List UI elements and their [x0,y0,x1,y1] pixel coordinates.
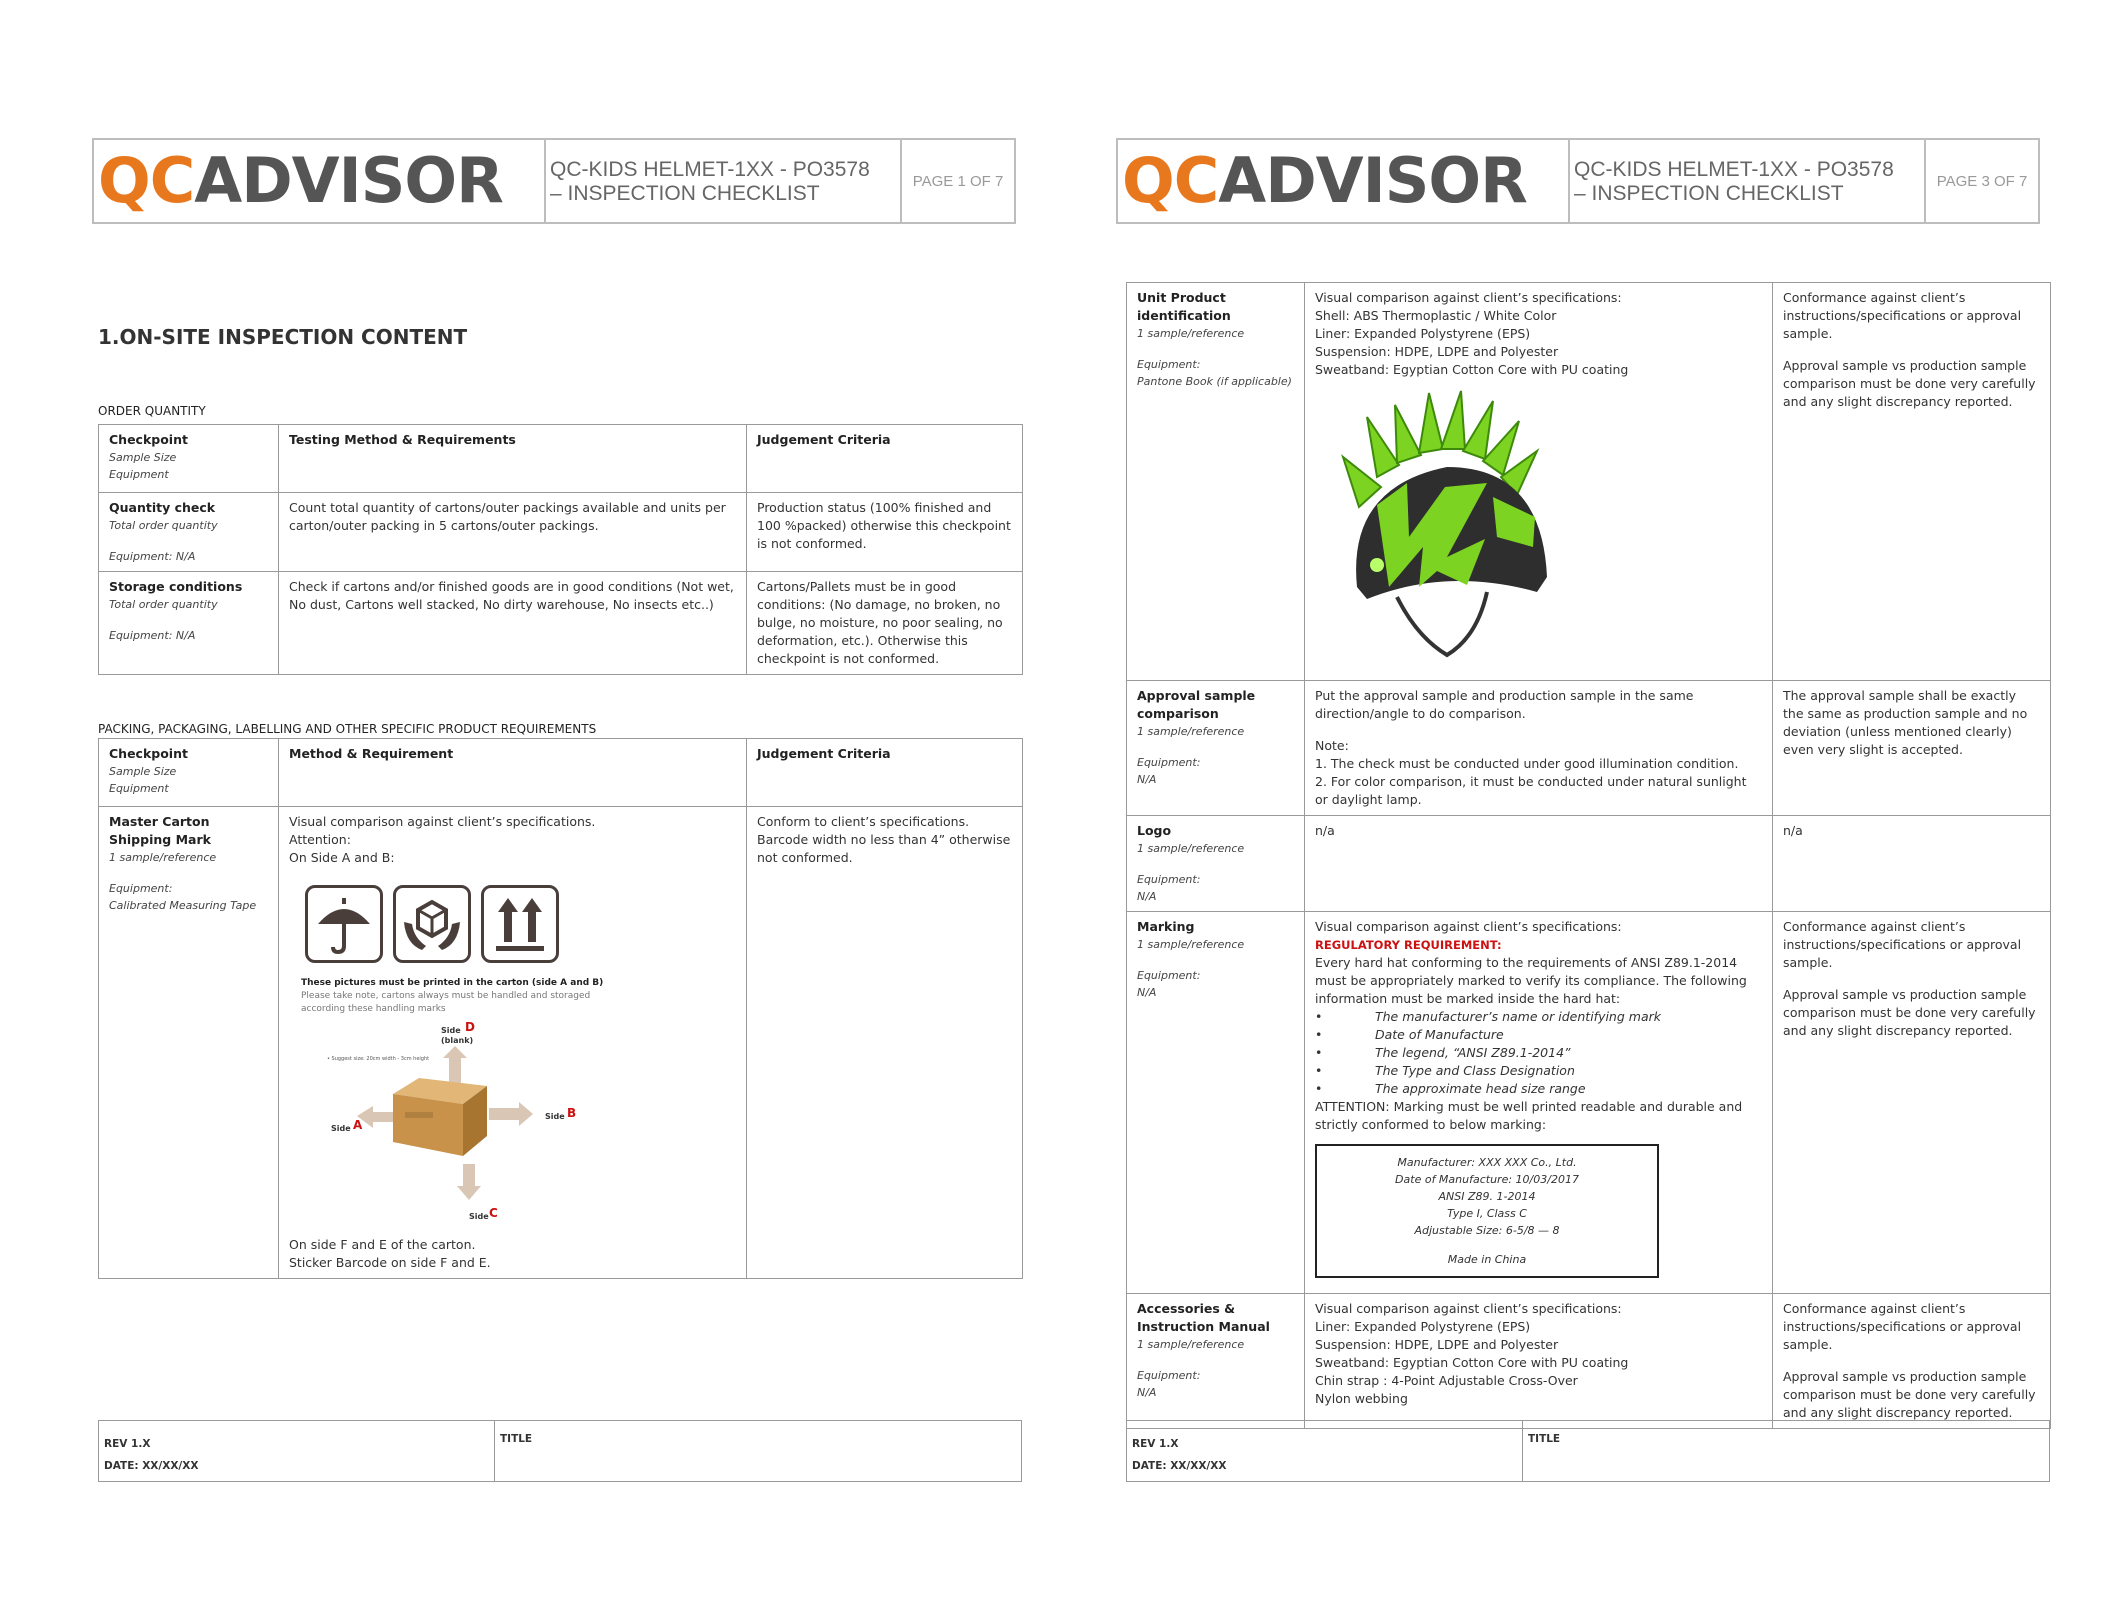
packing-title: PACKING, PACKAGING, LABELLING AND OTHER SPECIFIC PRODUCT REQUIREMENTS [98,722,597,736]
checkpoint-cell: Accessories & Instruction Manual 1 sample/reference Equipment: N/A [1127,1294,1305,1429]
header-method: Method & Requirement [279,739,747,807]
checkpoint-cell: Unit Product identification 1 sample/reference Equipment: Pantone Book (if applicable) [1127,283,1305,681]
table-row [99,807,1023,1279]
logo [94,140,546,222]
method-cell: n/a [1305,816,1773,912]
order-quantity-table [98,424,1023,675]
table-row [99,493,1023,572]
checkpoint-cell: Quantity check Total order quantity Equipment: N/A [99,493,279,572]
checkpoint-cell: Master Carton Shipping Mark 1 sample/reference Equipment: Calibrated Measuring Tape [99,807,279,1279]
list-item: • The legend, “ANSI Z89.1-2014” [1315,1045,1571,1060]
helmet-image [1337,387,1762,672]
header-checkpoint: Checkpoint Sample Size Equipment [99,739,279,807]
revision: REV 1.X [104,1438,151,1450]
logo-advisor: ADVISOR [194,144,503,217]
table-row [1127,283,2051,681]
umbrella-icon [305,885,383,963]
title-line-2: – INSPECTION CHECKLIST [1574,182,1844,205]
order-quantity-title: ORDER QUANTITY [98,404,206,418]
criteria-cell: Conformance against client’s instructions/specifications or approval sample. Approval sample vs production sample comparison must be done very carefully and any slight discrepancy reported. [1773,912,2051,1294]
table-header-row [99,739,1023,807]
page-header [92,138,1016,224]
criteria-cell: Conform to client’s specifications. Barcode width no less than 4” otherwise not conformed. [747,807,1023,1279]
page-footer [1126,1420,2050,1482]
method-cell: Visual comparison against client’s specifications: Liner: Expanded Polystyrene (EPS) Suspension: HDPE, LDPE and Polyester Sweatband: Egyptian Cotton Core with PU coating Chin strap : 4-Point Adjustable Cross-Over Nylon webbing [1305,1294,1773,1429]
checkpoint-cell: Logo 1 sample/reference Equipment: N/A [1127,816,1305,912]
page-number: PAGE 3 OF 7 [1936,172,2028,190]
list-item: • The approximate head size range [1315,1081,1586,1096]
method-cell: Put the approval sample and production sample in the same direction/angle to do comparison. Note: 1. The check must be conducted under good illumination condition. 2. For color comparison, it must be conducted under natural sunlight or daylight lamp. [1305,681,1773,816]
document-title [1570,140,1926,222]
list-item: • Date of Manufacture [1315,1027,1504,1042]
footer-date: DATE: XX/XX/XX [1132,1460,1227,1472]
image-note: Please take note, cartons always must be handled and storaged according these handling marks [301,991,591,1014]
header-method: Testing Method & Requirements [279,425,747,493]
image-caption: These pictures must be printed in the carton (side A and B) [301,978,604,988]
document-title [546,140,902,222]
header-criteria: Judgement Criteria [747,425,1023,493]
table-row [99,572,1023,675]
page-3 [1064,0,2128,1600]
criteria-cell: Conformance against client’s instructions/specifications or approval sample. Approval sample vs production sample comparison must be done very carefully and any slight discrepancy reported. [1773,1294,2051,1429]
criteria-cell: n/a [1773,816,2051,912]
marking-sample-box: Manufacturer: XXX XXX Co., Ltd. Date of Manufacture: 10/03/2017 ANSI Z89. 1-2014 Type I, Class C Adjustable Size: 6-5/8 — 8 Made in China [1315,1144,1659,1278]
footer-date: DATE: XX/XX/XX [104,1460,199,1472]
method-cell: Visual comparison against client’s specifications. Attention: On Side A and B: These pictures must be printed in the carton (side A and B) Please take note, cartons always must be handled and storaged according these handling marks Side D (blank) • Suggest size: 20cm width - 3cm height Side A Side B Side C On side F and E of the carton. Sticker Barcode on side F and E. [279,807,747,1279]
section-heading: 1.ON-SITE INSPECTION CONTENT [98,325,468,349]
header-checkpoint: Checkpoint Sample Size Equipment [99,425,279,493]
inspection-table [1126,282,2051,1429]
fragile-handle-icon [393,885,471,963]
logo-qc: QC [1122,144,1219,217]
title-line-1: QC-KIDS HELMET-1XX - PO3578 [1574,158,1894,181]
table-row [1127,912,2051,1294]
carton-diagram: Side D (blank) • Suggest size: 20cm width - 3cm height Side A Side B Side C [327,1020,577,1221]
revision: REV 1.X [1132,1438,1179,1450]
logo-qc: QC [98,144,195,217]
handling-marks [305,885,736,977]
criteria-cell: Cartons/Pallets must be in good conditions: (No damage, no broken, no bulge, no moisture, no poor sealing, no deformation, etc.). Otherwise this checkpoint is not conformed. [747,572,1023,675]
method-cell: Visual comparison against client’s specifications: Shell: ABS Thermoplastic / White Color Liner: Expanded Polystyrene (EPS) Suspension: HDPE, LDPE and Polyester Sweatband: Egyptian Cotton Core with PU coating [1305,283,1773,681]
logo-advisor: ADVISOR [1218,144,1527,217]
this-side-up-icon [481,885,559,963]
checkpoint-cell: Marking 1 sample/reference Equipment: N/A [1127,912,1305,1294]
page-header [1116,138,2040,224]
footer-title: TITLE [500,1433,533,1445]
checkpoint-cell: Storage conditions Total order quantity Equipment: N/A [99,572,279,675]
list-item: • The Type and Class Designation [1315,1063,1575,1078]
method-cell: Visual comparison against client’s specifications: REGULATORY REQUIREMENT: Every hard hat conforming to the requirements of ANSI Z89.1-2014 must be appropriately marked to verify its compliance. The following information must be marked inside the hard hat: • The manufacturer’s name or identifying mark • Date of Manufacture • The legend, “ANSI Z89.1-2014” • The Type and Class Designation • The approximate head size range ATTENTION: Marking must be well printed readable and durable and strictly conformed to below marking: Manufacturer: XXX XXX Co., Ltd. Date of Manufacture: 10/03/2017 ANSI Z89. 1-2014 Type I, Class C Adjustable Size: 6-5/8 — 8 Made in China [1305,912,1773,1294]
table-row [1127,1294,2051,1429]
table-row [1127,681,2051,816]
page-footer [98,1420,1022,1482]
title-line-2: – INSPECTION CHECKLIST [550,182,820,205]
title-line-1: QC-KIDS HELMET-1XX - PO3578 [550,158,870,181]
table-row [1127,816,2051,912]
criteria-cell: The approval sample shall be exactly the same as production sample and no deviation (unless mentioned clearly) even very slight is accepted. [1773,681,2051,816]
list-item: • The manufacturer’s name or identifying mark [1315,1009,1661,1024]
method-cell: Count total quantity of cartons/outer packings available and units per carton/outer packing in 5 cartons/outer packings. [279,493,747,572]
table-header-row [99,425,1023,493]
header-criteria: Judgement Criteria [747,739,1023,807]
criteria-cell: Conformance against client’s instructions/specifications or approval sample. Approval sample vs production sample comparison must be done very carefully and any slight discrepancy reported. [1773,283,2051,681]
method-cell: Check if cartons and/or finished goods are in good conditions (Not wet, No dust, Cartons well stacked, No dirty warehouse, No insects etc..) [279,572,747,675]
criteria-cell: Production status (100% finished and 100 %packed) otherwise this checkpoint is not conformed. [747,493,1023,572]
packing-table [98,738,1023,1279]
logo [1118,140,1570,222]
checkpoint-cell: Approval sample comparison 1 sample/reference Equipment: N/A [1127,681,1305,816]
footer-title: TITLE [1528,1433,1561,1445]
page-number: PAGE 1 OF 7 [912,172,1004,190]
regulatory-label: REGULATORY REQUIREMENT: [1315,938,1502,952]
